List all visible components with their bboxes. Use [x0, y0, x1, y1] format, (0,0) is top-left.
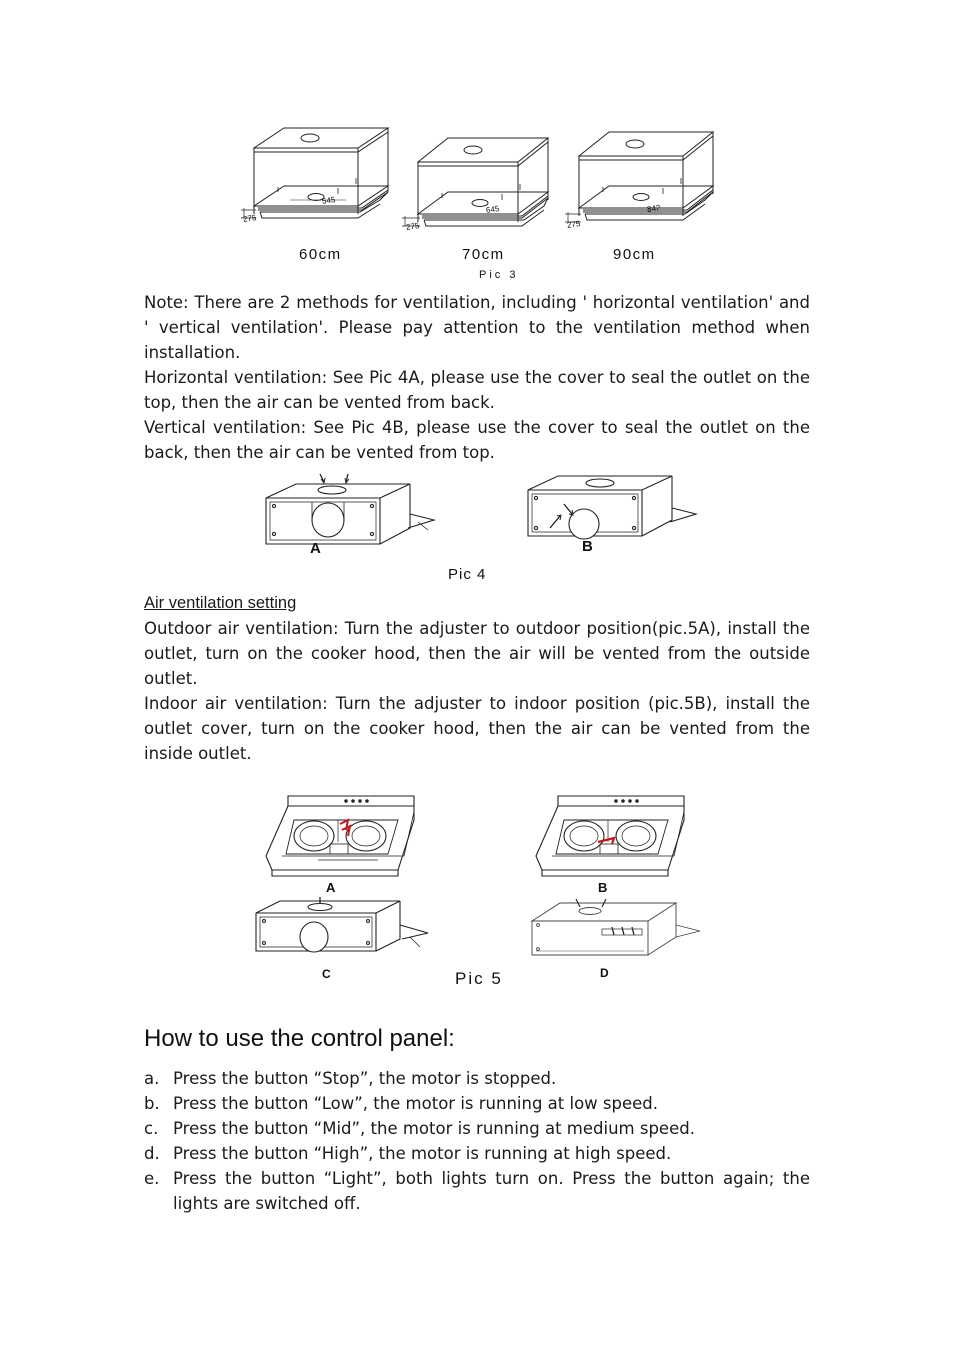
list-item-text: Press the button “Low”, the motor is running at low speed.	[173, 1094, 658, 1113]
list-item	[144, 1141, 810, 1166]
pic3-label-60cm: 60cm	[299, 246, 342, 263]
indoor-ventilation-paragraph: Indoor air ventilation: Turn the adjuster to indoor position (pic.5B), install the outlet cover, turn on the cooker hood, then the air can be vented from the inside outlet.	[144, 694, 810, 763]
list-marker: d.	[144, 1144, 160, 1163]
ventilation-note	[144, 290, 810, 465]
list-item-text: Press the button “Mid”, the motor is running at medium speed.	[173, 1119, 695, 1138]
list-item	[144, 1066, 810, 1091]
pic3-diagram-60cm	[238, 122, 398, 230]
pic4-caption: Pic 4	[448, 566, 487, 583]
list-marker: b.	[144, 1094, 160, 1113]
list-item-text: Press the button “High”, the motor is running at high speed.	[173, 1144, 672, 1163]
list-marker: e.	[144, 1169, 160, 1188]
list-item-text: Press the button “Stop”, the motor is stopped.	[173, 1069, 557, 1088]
pic3-depth-60: 275	[242, 213, 257, 224]
air-ventilation-heading: Air ventilation setting	[144, 594, 297, 612]
pic3-diagram-70cm	[398, 122, 558, 234]
list-item	[144, 1116, 810, 1141]
pic3-width-70: 645	[485, 204, 500, 215]
pic4b-hood-diagram	[520, 470, 700, 555]
pic3-width-60: 545	[321, 195, 336, 206]
list-marker: c.	[144, 1119, 159, 1138]
pic5-caption: Pic 5	[455, 969, 503, 988]
pic5-label-a: A	[326, 880, 336, 895]
pic3-label-70cm: 70cm	[462, 246, 505, 263]
note-paragraph-1: Note: There are 2 methods for ventilation, including ' horizontal ventilation' and ' vertical ventilation'. Please pay attention to the ventilation method when installation.	[144, 293, 810, 362]
pic3-depth-70: 275	[405, 221, 420, 232]
pic4a-hood-diagram	[258, 470, 438, 557]
control-panel-heading: How to use the control panel:	[144, 1025, 455, 1052]
note-paragraph-3: Vertical ventilation: See Pic 4B, please use the cover to seal the outlet on the back, then the air can be vented from top.	[144, 418, 810, 462]
list-item-text: Press the button “Light”, both lights turn on. Press the button again; the lights are switched off.	[173, 1169, 810, 1213]
pic3-diagram-90cm	[563, 122, 723, 234]
pic3-label-90cm: 90cm	[613, 246, 656, 263]
outdoor-ventilation-paragraph: Outdoor air ventilation: Turn the adjuster to outdoor position(pic.5A), install the outlet, turn on the cooker hood, then the air will be vented from the outside outlet.	[144, 619, 810, 688]
pic5d-hood-cover	[526, 895, 706, 980]
pic4-label-a: A	[310, 540, 321, 557]
air-ventilation-text	[144, 616, 810, 766]
list-item	[144, 1166, 810, 1216]
pic5c-hood-outlet	[250, 895, 430, 981]
pic3-width-90: 842	[646, 203, 661, 214]
pic4-label-b: B	[582, 538, 593, 555]
pic5b-hood-adjuster-indoor	[528, 790, 698, 895]
pic5-label-d: D	[600, 966, 609, 980]
pic5-label-c: C	[322, 967, 331, 981]
note-paragraph-2: Horizontal ventilation: See Pic 4A, please use the cover to seal the outlet on the top, then the air can be vented from back.	[144, 368, 810, 412]
pic5a-hood-adjuster-outdoor	[258, 790, 428, 895]
list-marker: a.	[144, 1069, 160, 1088]
list-item	[144, 1091, 810, 1116]
pic5-label-b: B	[598, 880, 608, 895]
control-panel-instructions	[144, 1066, 810, 1216]
pic3-caption: Pic 3	[479, 269, 519, 281]
pic3-depth-90: 275	[566, 219, 581, 230]
